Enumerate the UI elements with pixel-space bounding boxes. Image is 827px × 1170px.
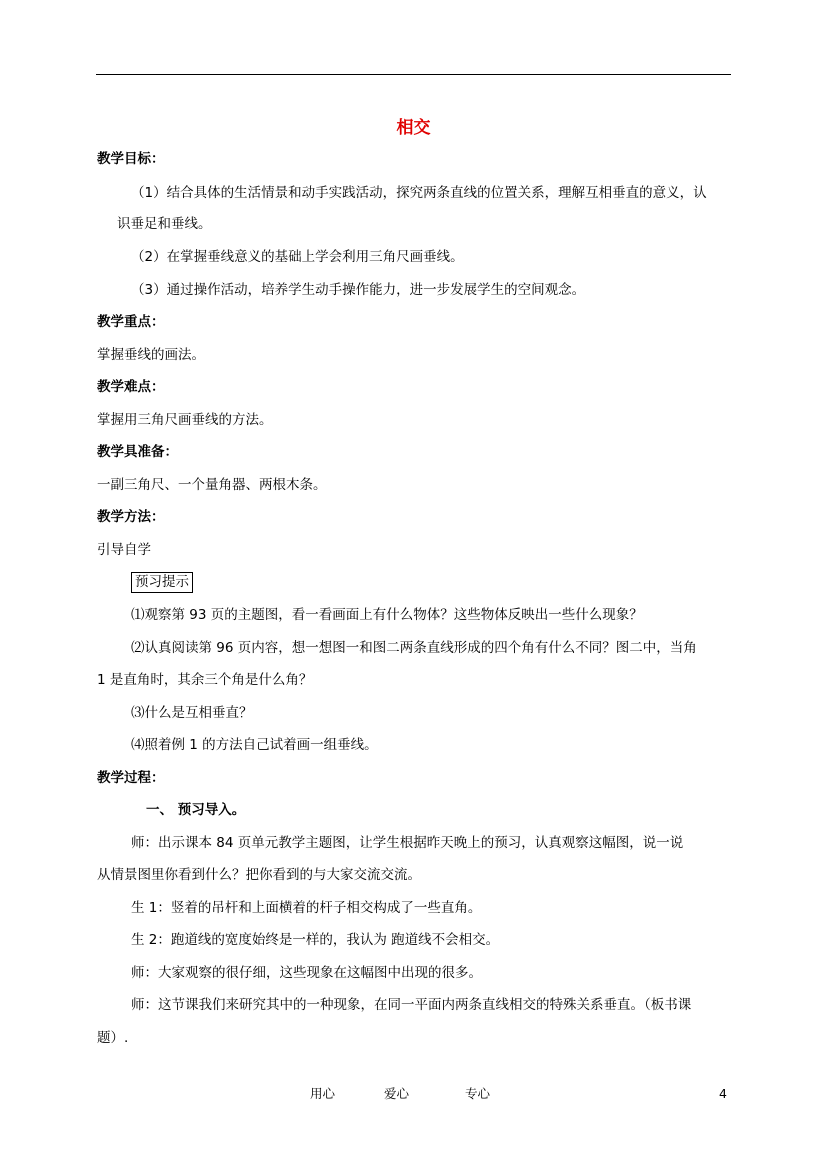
- difficulty-text: 掌握用三角尺画垂线的方法。: [97, 412, 273, 428]
- preview-question-3: ⑶什么是互相垂直？: [131, 705, 253, 721]
- focus-text: 掌握垂线的画法。: [97, 347, 205, 363]
- process-paragraph-5-line-a: 师：这节课我们来研究其中的一种现象，在同一平面内两条直线相交的特殊关系垂直。（板书课: [131, 997, 692, 1013]
- page-number: 4: [719, 1086, 727, 1101]
- process-section-1: 一、 预习导入。: [146, 802, 246, 818]
- process-paragraph-1-line-a: 师：出示课本 84 页单元教学主题图，让学生根据昨天晚上的预习，认真观察这幅图，说一说: [131, 835, 684, 851]
- process-paragraph-2: 生 1：竖着的吊杆和上面横着的杆子相交构成了一些直角。: [131, 900, 482, 916]
- focus-heading: 教学重点：: [97, 314, 165, 330]
- page-title: 相交: [396, 118, 431, 138]
- footer-item-1: 用心: [310, 1086, 336, 1101]
- header-rule: [96, 74, 731, 75]
- process-paragraph-1-line-b: 从情景图里你看到什么？把你看到的与大家交流交流。: [97, 867, 421, 883]
- preview-question-4: ⑷照着例 1 的方法自己试着画一组垂线。: [131, 737, 378, 753]
- footer-item-3: 专心: [465, 1086, 491, 1101]
- goal-2: （2）在掌握垂线意义的基础上学会利用三角尺画垂线。: [131, 249, 464, 265]
- method-text: 引导自学: [97, 542, 151, 558]
- preview-question-1: ⑴观察第 93 页的主题图，看一看画面上有什么物体？这些物体反映出一些什么现象？: [131, 607, 643, 623]
- method-heading: 教学方法：: [97, 509, 165, 525]
- process-paragraph-4: 师：大家观察的很仔细，这些现象在这幅图中出现的很多。: [131, 965, 482, 981]
- difficulty-heading: 教学难点：: [97, 379, 165, 395]
- preview-question-2-line-b: 1 是直角时，其余三个角是什么角？: [97, 672, 313, 688]
- process-paragraph-3: 生 2：跑道线的宽度始终是一样的，我认为 跑道线不会相交。: [131, 932, 500, 948]
- preview-tip-box: 预习提示: [131, 572, 193, 593]
- goal-1-line-b: 识垂足和垂线。: [117, 216, 212, 232]
- goal-1-line-a: （1）结合具体的生活情景和动手实践活动，探究两条直线的位置关系，理解互相垂直的意义，认: [131, 185, 707, 201]
- footer-item-2: 爱心: [384, 1086, 410, 1101]
- goals-heading: 教学目标：: [97, 151, 165, 167]
- tools-heading: 教学具准备：: [97, 444, 178, 460]
- process-heading: 教学过程：: [97, 770, 165, 786]
- goal-3: （3）通过操作活动，培养学生动手操作能力，进一步发展学生的空间观念。: [131, 282, 586, 298]
- process-paragraph-5-line-b: 题）.: [97, 1030, 129, 1046]
- tools-text: 一副三角尺、一个量角器、两根木条。: [97, 477, 327, 493]
- preview-question-2-line-a: ⑵认真阅读第 96 页内容，想一想图一和图二两条直线形成的四个角有什么不同？图二中，当角: [131, 640, 697, 656]
